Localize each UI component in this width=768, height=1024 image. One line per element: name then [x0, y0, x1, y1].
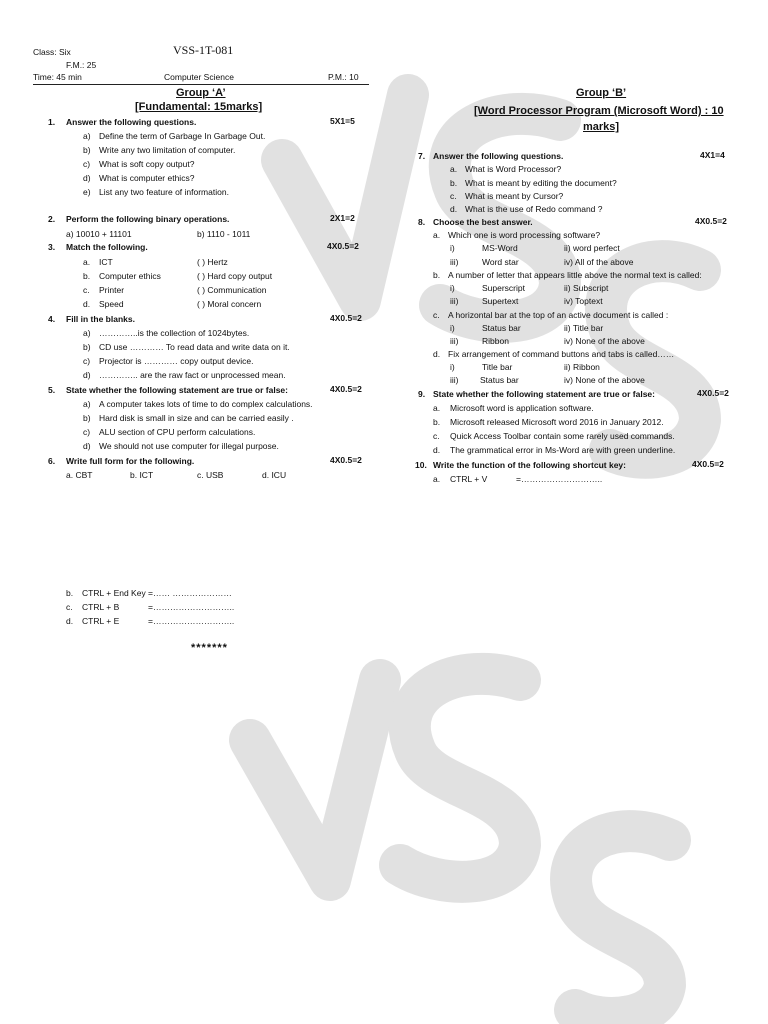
q8-marks: 4X0.5=2	[695, 216, 727, 226]
list-item: b) CD use ………… To read data and write data on it.	[83, 342, 290, 352]
list-item: c) ALU section of CPU perform calculations.	[83, 427, 256, 437]
match-row: a. ICT ( ) Hertz	[83, 257, 228, 267]
q7-marks: 4X1=4	[700, 150, 725, 160]
mcq-options: iii) Supertext iv) Toptext	[450, 296, 603, 306]
question-6: 6. Write full form for the following.	[48, 456, 195, 466]
subject-label: Computer Science	[164, 72, 234, 82]
end-of-paper-mark: *******	[191, 642, 228, 654]
mcq-options: i) Superscript ii) Subscript	[450, 283, 609, 293]
q6-part-c: c. USB	[197, 470, 224, 480]
q6-part-b: b. ICT	[130, 470, 154, 480]
question-10: 10. Write the function of the following shortcut key:	[415, 460, 626, 470]
header-divider	[33, 84, 369, 85]
pass-marks: P.M.: 10	[328, 72, 359, 82]
question-5: 5. State whether the following statement are true or false:	[48, 385, 288, 395]
question-1: 1. Answer the following questions.	[48, 117, 197, 127]
q2-part-b: b) 1110 - 1011	[197, 229, 251, 239]
question-2: 2. Perform the following binary operations.	[48, 214, 230, 224]
list-item: d. What is the use of Redo command ?	[450, 204, 603, 214]
list-item: a. Microsoft word is application software.	[433, 403, 594, 413]
mcq-options: iii) Status bar iv) None of the above	[450, 375, 645, 385]
shortcut-row: d. CTRL + E =………………………..	[66, 616, 235, 626]
mcq-options: i) Status bar ii) Title bar	[450, 323, 604, 333]
list-item: a. What is Word Processor?	[450, 164, 562, 174]
group-b-subtitle-line1: [Word Processor Program (Microsoft Word) : 10	[474, 105, 724, 117]
list-item: c) Projector is ………… copy output device.	[83, 356, 254, 366]
list-item: b. What is meant by editing the document?	[450, 178, 617, 188]
q6-part-d: d. ICU	[262, 470, 287, 480]
list-item: b) Hard disk is small in size and can be carried easily .	[83, 413, 294, 423]
shortcut-row: c. CTRL + B =………………………..	[66, 602, 235, 612]
list-item: a) Define the term of Garbage In Garbage Out.	[83, 131, 266, 141]
q5-marks: 4X0.5=2	[330, 384, 362, 394]
question-3: 3. Match the following.	[48, 242, 148, 252]
list-item: c. What is meant by Cursor?	[450, 191, 564, 201]
list-item: d. The grammatical error in Ms-Word are with green underline.	[433, 445, 676, 455]
match-row: b. Computer ethics ( ) Hard copy output	[83, 271, 273, 281]
q4-marks: 4X0.5=2	[330, 313, 362, 323]
list-item: c. Quick Access Toolbar contain some rarely used commands.	[433, 431, 675, 441]
match-row: c. Printer ( ) Communication	[83, 285, 267, 295]
q9-marks: 4X0.5=2	[697, 388, 729, 398]
full-marks: F.M.: 25	[66, 60, 97, 70]
q1-marks: 5X1=5	[330, 116, 355, 126]
paper-code: VSS-1T-081	[173, 43, 234, 57]
q2-marks: 2X1=2	[330, 213, 355, 223]
mcq-stem: b. A number of letter that appears little above the normal text is called:	[433, 270, 702, 280]
match-row: d. Speed ( ) Moral concern	[83, 299, 262, 309]
question-7: 7. Answer the following questions.	[418, 151, 564, 161]
list-item: a) …………..is the collection of 1024bytes.	[83, 328, 250, 338]
list-item: c) What is soft copy output?	[83, 159, 195, 169]
time-label: Time: 45 min	[33, 72, 82, 82]
group-b-subtitle-line2: marks]	[583, 121, 620, 133]
group-a-title: Group ‘A’	[176, 87, 226, 99]
list-item: a) A computer takes lots of time to do complex calculations.	[83, 399, 313, 409]
q6-part-a: a. CBT	[66, 470, 93, 480]
group-b-title: Group ‘B’	[576, 87, 627, 99]
shortcut-row: a. CTRL + V =………………………..	[433, 474, 603, 484]
mcq-options: iii) Word star iv) All of the above	[450, 257, 634, 267]
mcq-options: iii) Ribbon iv) None of the above	[450, 336, 645, 346]
q6-marks: 4X0.5=2	[330, 455, 362, 465]
list-item: d) ………….. are the raw fact or unprocessed mean.	[83, 370, 286, 380]
question-4: 4. Fill in the blanks.	[48, 314, 135, 324]
question-9: 9. State whether the following statement are true or false:	[418, 389, 655, 399]
list-item: b. Microsoft released Microsoft word 2016 in January 2012.	[433, 417, 664, 427]
list-item: d) What is computer ethics?	[83, 173, 195, 183]
group-a-subtitle: [Fundamental: 15marks]	[135, 101, 263, 113]
q10-marks: 4X0.5=2	[692, 459, 724, 469]
mcq-stem: a. Which one is word processing software?	[433, 230, 601, 240]
shortcut-row: b. CTRL + End Key =…… …………………	[66, 588, 232, 598]
q2-part-a: a) 10010 + 11101	[66, 229, 132, 239]
list-item: b) Write any two limitation of computer.	[83, 145, 236, 155]
class-label: Class: Six	[33, 47, 71, 57]
mcq-stem: d. Fix arrangement of command buttons and tabs is called……	[433, 349, 675, 359]
q3-marks: 4X0.5=2	[327, 241, 359, 251]
list-item: d) We should not use computer for illegal purpose.	[83, 441, 279, 451]
question-8: 8. Choose the best answer.	[418, 217, 533, 227]
mcq-options: i) Title bar ii) Ribbon	[450, 362, 600, 372]
mcq-options: i) MS-Word ii) word perfect	[450, 243, 620, 253]
list-item: e) List any two feature of information.	[83, 187, 229, 197]
mcq-stem: c. A horizontal bar at the top of an active document is called :	[433, 310, 669, 320]
